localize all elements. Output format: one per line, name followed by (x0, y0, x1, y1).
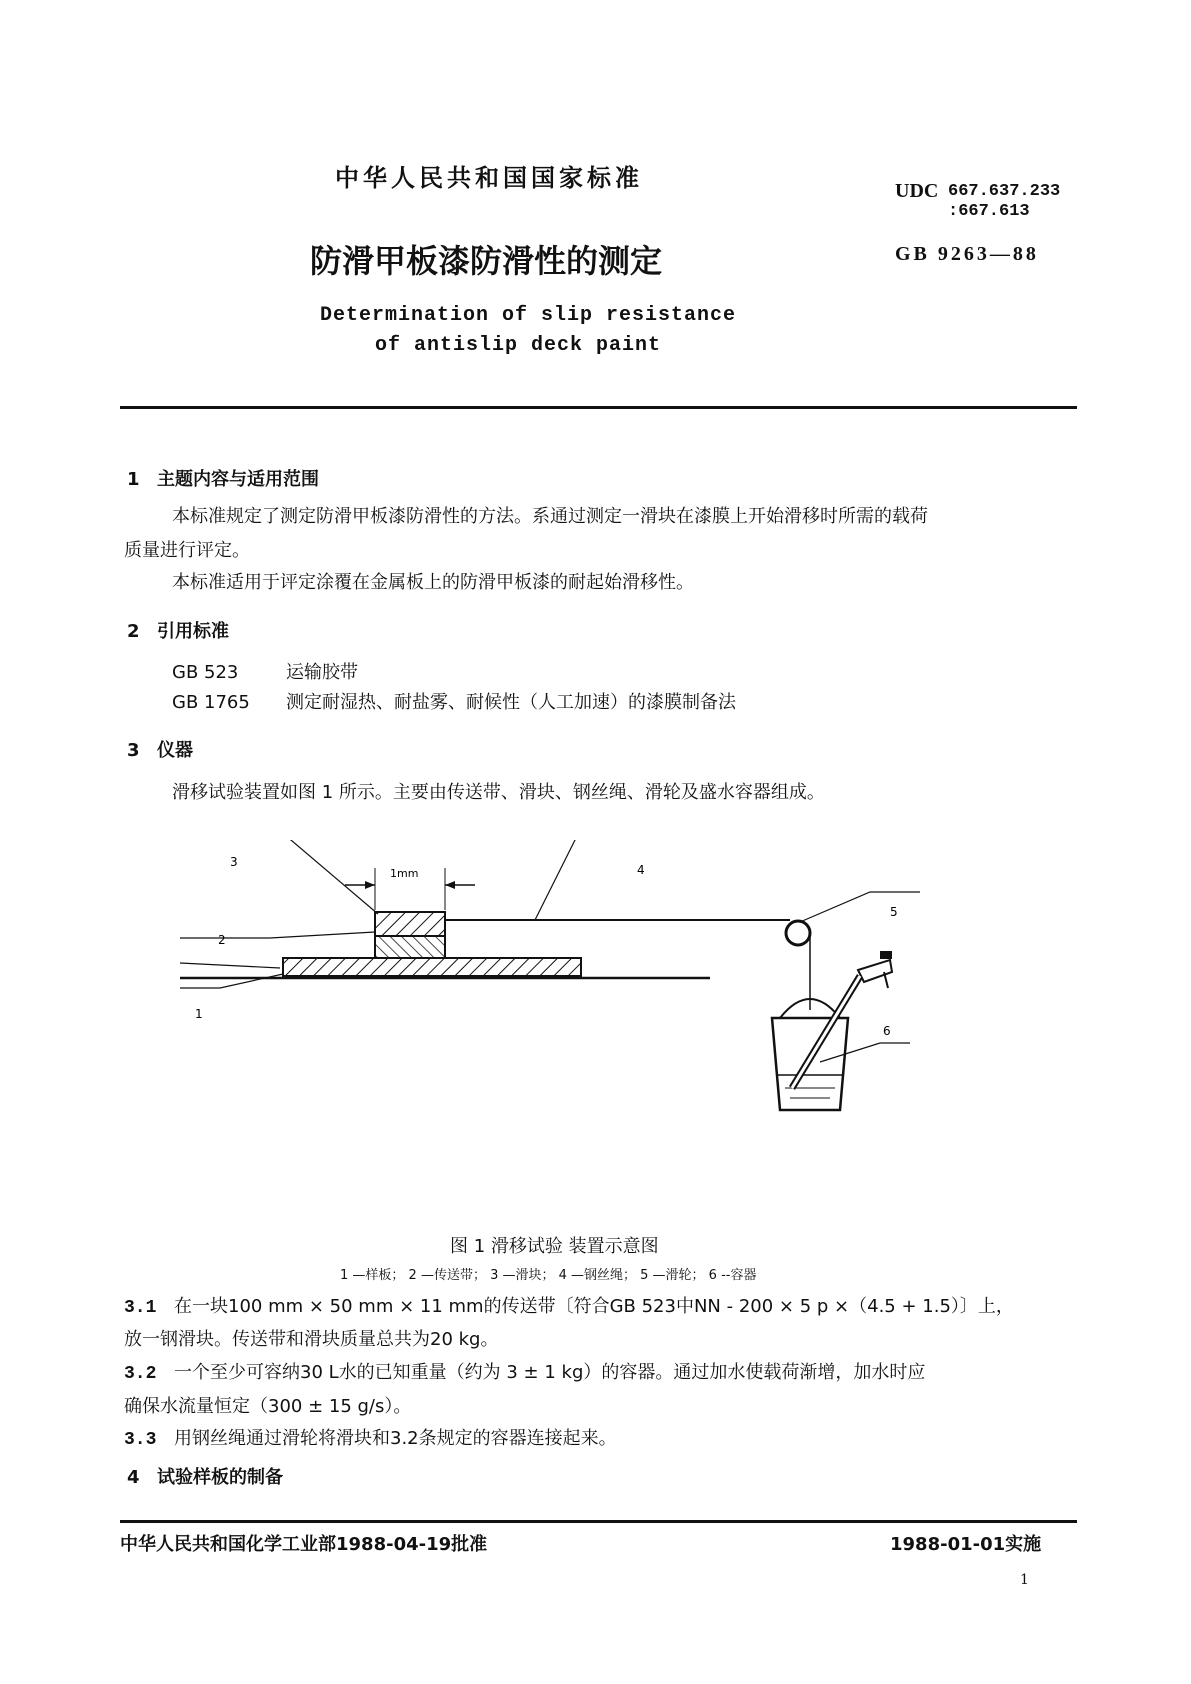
clause-text: 在一块100 mm × 50 mm × 11 mm的传送带〔符合GB 523中NN - 200 × 5 p ×（4.5 + 1.5）〕上， (174, 1296, 1014, 1317)
callout-label: 2 (218, 933, 226, 947)
clause-number: 3.2 (124, 1364, 157, 1384)
approval-date: 中华人民共和国化学工业部1988-04-19批准 (120, 1534, 488, 1555)
section-2-heading (127, 617, 229, 643)
reference-row (172, 688, 736, 714)
standard-number: GB 9263—88 (895, 243, 1039, 265)
reference-code: GB 523 (172, 662, 239, 683)
page-number: 1 (1020, 1572, 1029, 1588)
section-title: 试验样板的制备 (157, 1467, 283, 1488)
leader-line (220, 840, 378, 914)
callout-label: 3 (230, 855, 238, 869)
leader-line (180, 974, 283, 988)
udc-code-secondary: :667.613 (948, 202, 1030, 221)
section-1-paragraph-1-line-1: 本标准规定了测定防滑甲板漆防滑性的方法。系通过测定一滑块在漆膜上开始滑移时所需的载荷 (172, 506, 928, 527)
document-title-cn: 防滑甲板漆防滑性的测定 (310, 242, 663, 280)
issuing-authority: 中华人民共和国国家标准 (335, 164, 643, 192)
section-1-paragraph-1-line-2: 质量进行评定。 (124, 540, 250, 561)
section-number: 1 (127, 469, 140, 490)
leader-line (180, 932, 375, 938)
callout-label: 1 (195, 1007, 203, 1021)
udc-code-primary: 667.637.233 (948, 182, 1061, 201)
section-3-paragraph: 滑移试验装置如图 1 所示。主要由传送带、滑块、钢丝绳、滑轮及盛水容器组成。 (172, 782, 825, 803)
pulley (786, 921, 810, 945)
clause-text: 用钢丝绳通过滑轮将滑块和3.2条规定的容器连接起来。 (174, 1428, 617, 1449)
footer-divider (120, 1520, 1077, 1523)
header-divider (120, 406, 1077, 409)
section-4-heading (127, 1463, 283, 1489)
leader-line (535, 840, 630, 920)
arrowhead-icon (365, 881, 375, 889)
dimension-label: 1mm (390, 867, 419, 880)
reference-title: 运输胶带 (286, 662, 358, 683)
section-title: 仪器 (157, 740, 193, 761)
clause-3-2-continuation: 确保水流量恒定（300 ± 15 g/s）。 (124, 1396, 412, 1417)
callout-label: 4 (637, 863, 645, 877)
section-3-heading (127, 736, 193, 762)
section-title: 主题内容与适用范围 (157, 469, 319, 490)
section-number: 3 (127, 740, 140, 761)
clause-number: 3.3 (124, 1430, 157, 1450)
document-title-en-line1: Determination of slip resistance (320, 304, 737, 327)
reference-code: GB 1765 (172, 692, 250, 713)
udc-label: UDC (895, 180, 939, 202)
clause-number: 3.1 (124, 1298, 157, 1318)
arrowhead-icon (445, 881, 455, 889)
water-pipe-inner (792, 976, 860, 1088)
callout-label: 6 (883, 1024, 891, 1038)
clause-3-1-continuation: 放一钢滑块。传送带和滑块质量总共为20 kg。 (124, 1329, 499, 1350)
leader-line (180, 963, 280, 968)
document-title-en-line2: of antislip deck paint (375, 334, 662, 357)
slide-block (375, 912, 445, 936)
section-1-heading (127, 465, 319, 491)
clause-text: 一个至少可容纳30 L水的已知重量（约为 3 ± 1 kg）的容器。通过加水使载荷渐增，加水时应 (174, 1362, 926, 1383)
figure-legend: 1 —样板； 2 —传送带； 3 —滑块； 4 —钢丝绳； 5 —滑轮； 6 --容器 (340, 1268, 757, 1283)
reference-title: 测定耐湿热、耐盐雾、耐候性（人工加速）的漆膜制备法 (286, 692, 736, 713)
section-1-paragraph-2: 本标准适用于评定涂覆在金属板上的防滑甲板漆的耐起始滑移性。 (172, 572, 694, 593)
section-number: 4 (127, 1467, 140, 1488)
clause-3-3 (124, 1424, 617, 1450)
clause-3-2 (124, 1358, 925, 1384)
implementation-date: 1988-01-01实施 (890, 1534, 1042, 1555)
clause-3-1 (124, 1292, 1014, 1318)
leader-line (820, 1043, 910, 1062)
reference-row (172, 658, 358, 684)
section-number: 2 (127, 621, 140, 642)
leader-line (800, 892, 920, 922)
sample-panel (283, 958, 581, 976)
figure-caption: 图 1 滑移试验 装置示意图 (450, 1236, 659, 1257)
conveyor-belt (375, 936, 445, 958)
faucet-handle-icon (880, 951, 892, 959)
section-title: 引用标准 (157, 621, 229, 642)
slip-test-apparatus-diagram (180, 840, 1000, 1200)
callout-label: 5 (890, 905, 898, 919)
faucet-icon (858, 960, 892, 982)
